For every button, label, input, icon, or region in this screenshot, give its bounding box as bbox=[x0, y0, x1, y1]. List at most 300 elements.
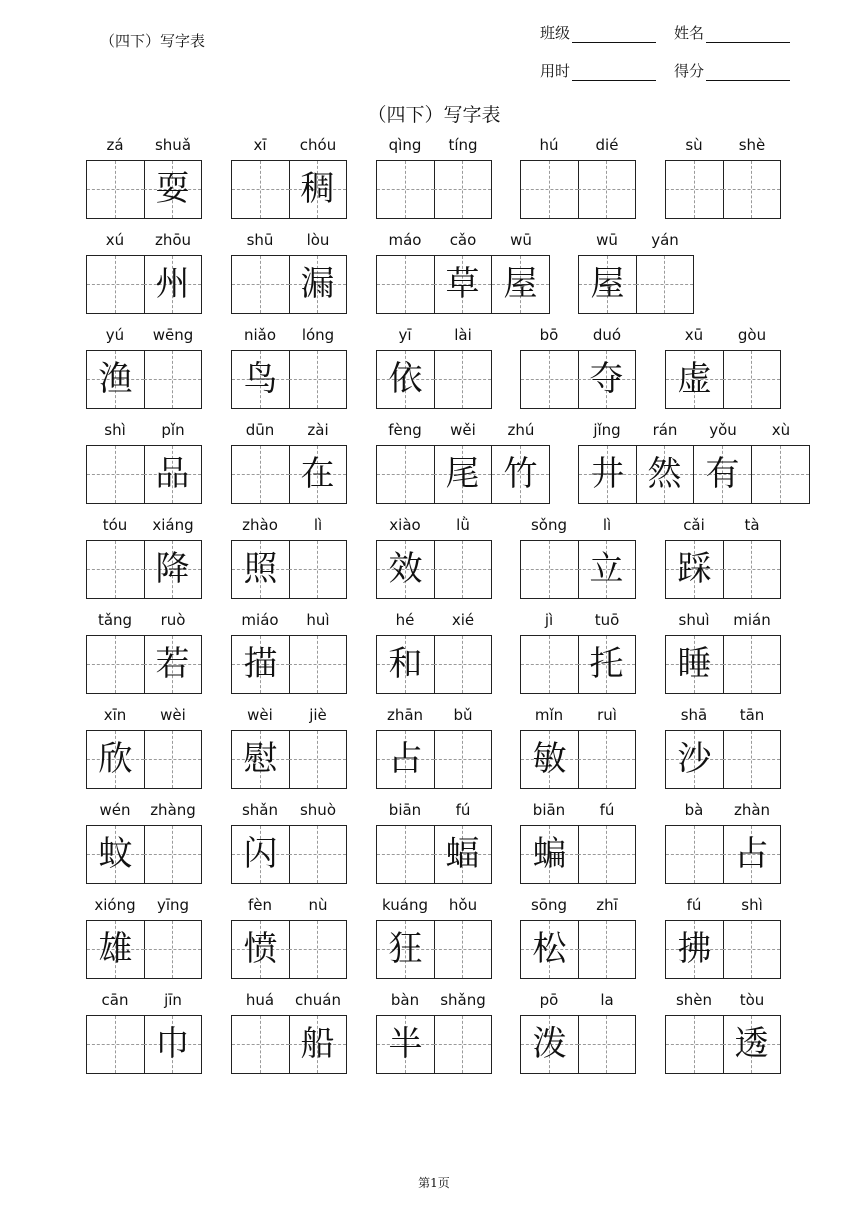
hanzi-character: 效 bbox=[388, 549, 423, 589]
pinyin-label: shǎn bbox=[241, 801, 279, 819]
tian-grid-box[interactable] bbox=[86, 255, 145, 314]
grid-row bbox=[0, 895, 868, 975]
pinyin-label: yú bbox=[105, 326, 125, 344]
pinyin-label: bǔ bbox=[453, 706, 473, 724]
guide-line-horizontal bbox=[578, 189, 635, 190]
pinyin-label: fèng bbox=[388, 421, 422, 439]
hanzi-character: 屋 bbox=[590, 264, 625, 304]
guide-line-horizontal bbox=[723, 379, 780, 380]
hanzi-character: 夺 bbox=[589, 359, 624, 399]
pinyin-label: yī bbox=[398, 326, 412, 344]
score-field bbox=[674, 60, 790, 81]
pinyin-label: bà bbox=[684, 801, 704, 819]
guide-line-horizontal bbox=[434, 949, 491, 950]
guide-line-horizontal bbox=[723, 949, 780, 950]
pinyin-label: wěi bbox=[450, 421, 476, 439]
tian-grid-box[interactable] bbox=[231, 825, 290, 884]
tian-grid-box[interactable] bbox=[434, 920, 492, 979]
pinyin-label: xù bbox=[771, 421, 791, 439]
hanzi-character: 闪 bbox=[243, 834, 278, 874]
pinyin-label: biān bbox=[388, 801, 422, 819]
guide-line-horizontal bbox=[289, 379, 346, 380]
hanzi-character: 占 bbox=[388, 739, 423, 779]
guide-line-horizontal bbox=[87, 1044, 144, 1045]
guide-line-horizontal bbox=[723, 569, 780, 570]
hanzi-character: 欣 bbox=[98, 739, 133, 779]
tian-grid-box[interactable] bbox=[289, 825, 347, 884]
tian-grid-box[interactable] bbox=[144, 445, 202, 504]
tian-grid-box[interactable] bbox=[231, 920, 290, 979]
hanzi-character: 降 bbox=[155, 549, 190, 589]
tian-grid-box[interactable] bbox=[144, 540, 202, 599]
hanzi-character: 愤 bbox=[243, 929, 278, 969]
class-input-line[interactable] bbox=[572, 28, 656, 43]
guide-line-horizontal bbox=[232, 284, 289, 285]
guide-line-horizontal bbox=[434, 759, 491, 760]
pinyin-label: chuán bbox=[295, 991, 341, 1009]
pinyin-label: tòu bbox=[739, 991, 765, 1009]
pinyin-label: lòu bbox=[306, 231, 330, 249]
guide-line-horizontal bbox=[144, 949, 201, 950]
pinyin-label: wū bbox=[510, 231, 532, 249]
guide-line-horizontal bbox=[666, 1044, 723, 1045]
tian-grid-box[interactable] bbox=[376, 730, 435, 789]
pinyin-label: dié bbox=[595, 136, 619, 154]
pinyin-label: xīn bbox=[103, 706, 127, 724]
guide-line-horizontal bbox=[434, 664, 491, 665]
tian-grid-box[interactable] bbox=[665, 540, 724, 599]
pinyin-label: jǐng bbox=[593, 421, 621, 439]
pinyin-label: niǎo bbox=[243, 326, 277, 344]
tian-grid-box[interactable] bbox=[434, 635, 492, 694]
grid-row bbox=[0, 515, 868, 595]
pinyin-label: chóu bbox=[299, 136, 337, 154]
guide-line-horizontal bbox=[434, 1044, 491, 1045]
tian-grid-box[interactable] bbox=[289, 540, 347, 599]
guide-line-horizontal bbox=[578, 1044, 635, 1045]
pinyin-label: tíng bbox=[448, 136, 478, 154]
pinyin-label: xiáng bbox=[152, 516, 194, 534]
grid-row bbox=[0, 610, 868, 690]
tian-grid-box[interactable] bbox=[289, 350, 347, 409]
tian-grid-box[interactable] bbox=[636, 255, 694, 314]
hanzi-character: 有 bbox=[705, 454, 740, 494]
tian-grid-box[interactable] bbox=[434, 350, 492, 409]
guide-line-horizontal bbox=[87, 664, 144, 665]
pinyin-label: wén bbox=[99, 801, 131, 819]
tian-grid-box[interactable] bbox=[434, 160, 492, 219]
tian-grid-box[interactable] bbox=[376, 1015, 435, 1074]
guide-line-horizontal bbox=[144, 759, 201, 760]
tian-grid-box[interactable] bbox=[723, 635, 781, 694]
pinyin-label: tān bbox=[739, 706, 765, 724]
pinyin-label: xié bbox=[451, 611, 475, 629]
pinyin-label: shì bbox=[104, 421, 126, 439]
tian-grid-box[interactable] bbox=[578, 350, 636, 409]
pinyin-label: tà bbox=[744, 516, 760, 534]
tian-grid-box[interactable] bbox=[144, 920, 202, 979]
guide-line-horizontal bbox=[377, 854, 434, 855]
hanzi-character: 占 bbox=[734, 834, 769, 874]
hanzi-character: 狂 bbox=[388, 929, 423, 969]
pinyin-label: fú bbox=[455, 801, 471, 819]
class-label: 班级 bbox=[540, 24, 571, 42]
guide-line-horizontal bbox=[636, 284, 693, 285]
tian-grid-box[interactable] bbox=[231, 445, 290, 504]
hanzi-character: 草 bbox=[445, 264, 480, 304]
tian-grid-box[interactable] bbox=[144, 635, 202, 694]
tian-grid-box[interactable] bbox=[492, 445, 550, 504]
tian-grid-box[interactable] bbox=[86, 540, 145, 599]
tian-grid-box[interactable] bbox=[665, 350, 724, 409]
guide-line-horizontal bbox=[578, 854, 635, 855]
pinyin-label: biān bbox=[532, 801, 566, 819]
pinyin-label: ruò bbox=[160, 611, 186, 629]
pinyin-label: lài bbox=[454, 326, 472, 344]
tian-grid-box[interactable] bbox=[665, 825, 724, 884]
tian-grid-box[interactable] bbox=[289, 255, 347, 314]
tian-grid-box[interactable] bbox=[376, 540, 435, 599]
hanzi-character: 敏 bbox=[532, 739, 567, 779]
guide-line-horizontal bbox=[434, 569, 491, 570]
tian-grid-box[interactable] bbox=[434, 255, 492, 314]
guide-line-horizontal bbox=[434, 189, 491, 190]
tian-grid-box[interactable] bbox=[665, 920, 724, 979]
tian-grid-box[interactable] bbox=[231, 350, 290, 409]
hanzi-character: 鸟 bbox=[243, 359, 278, 399]
guide-line-horizontal bbox=[752, 474, 809, 475]
tian-grid-box[interactable] bbox=[376, 350, 435, 409]
grid-row bbox=[0, 325, 868, 405]
tian-grid-box[interactable] bbox=[578, 445, 637, 504]
hanzi-character: 松 bbox=[532, 929, 567, 969]
tian-grid-box[interactable] bbox=[578, 635, 636, 694]
pinyin-label: bō bbox=[539, 326, 559, 344]
pinyin-label: xióng bbox=[94, 896, 136, 914]
pinyin-label: nù bbox=[308, 896, 328, 914]
tian-grid-box[interactable] bbox=[578, 1015, 636, 1074]
pinyin-label: wēng bbox=[152, 326, 194, 344]
tian-grid-box[interactable] bbox=[578, 730, 636, 789]
guide-line-horizontal bbox=[289, 569, 346, 570]
tian-grid-box[interactable] bbox=[231, 160, 290, 219]
name-input-line[interactable] bbox=[706, 28, 790, 43]
guide-line-horizontal bbox=[87, 284, 144, 285]
pinyin-label: zá bbox=[106, 136, 124, 154]
pinyin-label: miáo bbox=[241, 611, 279, 629]
pinyin-label: lì bbox=[313, 516, 323, 534]
guide-line-horizontal bbox=[289, 949, 346, 950]
pinyin-label: jīn bbox=[164, 991, 182, 1009]
tian-grid-box[interactable] bbox=[86, 445, 145, 504]
guide-line-horizontal bbox=[232, 474, 289, 475]
page-title: （四下）写字表 bbox=[367, 104, 501, 126]
hanzi-character: 竹 bbox=[503, 454, 538, 494]
pinyin-label: tóu bbox=[102, 516, 128, 534]
pinyin-label: rán bbox=[652, 421, 678, 439]
header-title: （四下）写字表 bbox=[100, 32, 206, 50]
tian-grid-box[interactable] bbox=[376, 160, 435, 219]
tian-grid-box[interactable] bbox=[434, 540, 492, 599]
pinyin-label: lǜ bbox=[456, 516, 470, 534]
tian-grid-box[interactable] bbox=[231, 730, 290, 789]
tian-grid-box[interactable] bbox=[144, 255, 202, 314]
pinyin-label: huì bbox=[306, 611, 330, 629]
score-input-line[interactable] bbox=[706, 66, 790, 81]
hanzi-character: 船 bbox=[300, 1024, 335, 1064]
pinyin-label: ruì bbox=[597, 706, 617, 724]
hanzi-character: 蝠 bbox=[445, 834, 480, 874]
pinyin-label: shǎng bbox=[440, 991, 486, 1009]
score-label: 得分 bbox=[674, 62, 705, 80]
tian-grid-box[interactable] bbox=[289, 445, 347, 504]
hanzi-character: 州 bbox=[155, 264, 190, 304]
pinyin-label: tuō bbox=[594, 611, 620, 629]
hanzi-character: 睡 bbox=[677, 644, 712, 684]
pinyin-label: yǒu bbox=[709, 421, 737, 439]
pinyin-label: fú bbox=[686, 896, 702, 914]
pinyin-label: yīng bbox=[156, 896, 190, 914]
guide-line-horizontal bbox=[87, 474, 144, 475]
tian-grid-box[interactable] bbox=[723, 350, 781, 409]
tian-grid-box[interactable] bbox=[376, 445, 435, 504]
pinyin-label: wèi bbox=[160, 706, 186, 724]
hanzi-character: 沙 bbox=[677, 739, 712, 779]
tian-grid-box[interactable] bbox=[86, 635, 145, 694]
pinyin-label: xī bbox=[253, 136, 267, 154]
tian-grid-box[interactable] bbox=[434, 825, 492, 884]
name-label: 姓名 bbox=[674, 24, 705, 42]
tian-grid-box[interactable] bbox=[665, 160, 724, 219]
hanzi-character: 然 bbox=[647, 454, 682, 494]
name-field bbox=[674, 22, 790, 43]
pinyin-label: xiào bbox=[389, 516, 421, 534]
pinyin-label: mǐn bbox=[534, 706, 564, 724]
pinyin-label: gòu bbox=[737, 326, 767, 344]
tian-grid-box[interactable] bbox=[289, 920, 347, 979]
pinyin-label: duó bbox=[592, 326, 622, 344]
grid-row bbox=[0, 230, 868, 310]
pinyin-label: shuì bbox=[678, 611, 710, 629]
tian-grid-box[interactable] bbox=[578, 540, 636, 599]
pinyin-label: bàn bbox=[390, 991, 420, 1009]
tian-grid-box[interactable] bbox=[723, 1015, 781, 1074]
pinyin-label: sǒng bbox=[530, 516, 568, 534]
tian-grid-box[interactable] bbox=[520, 350, 579, 409]
guide-line-horizontal bbox=[377, 189, 434, 190]
pinyin-label: sù bbox=[685, 136, 703, 154]
guide-line-horizontal bbox=[144, 379, 201, 380]
hanzi-character: 漏 bbox=[300, 264, 335, 304]
hanzi-character: 品 bbox=[155, 454, 190, 494]
pinyin-label: hé bbox=[395, 611, 415, 629]
pinyin-label: sōng bbox=[530, 896, 568, 914]
guide-line-horizontal bbox=[666, 854, 723, 855]
pinyin-label: wèi bbox=[247, 706, 273, 724]
pinyin-label: cǎo bbox=[449, 231, 477, 249]
tian-grid-box[interactable] bbox=[723, 920, 781, 979]
tian-grid-box[interactable] bbox=[520, 920, 579, 979]
tian-grid-box[interactable] bbox=[144, 730, 202, 789]
hanzi-character: 半 bbox=[388, 1024, 423, 1064]
tian-grid-box[interactable] bbox=[723, 540, 781, 599]
pinyin-label: jiè bbox=[309, 706, 327, 724]
guide-line-horizontal bbox=[289, 854, 346, 855]
pinyin-label: pǐn bbox=[161, 421, 185, 439]
pinyin-label: la bbox=[600, 991, 614, 1009]
hanzi-character: 尾 bbox=[445, 454, 480, 494]
tian-grid-box[interactable] bbox=[231, 540, 290, 599]
tian-grid-box[interactable] bbox=[694, 445, 752, 504]
pinyin-label: fèn bbox=[247, 896, 273, 914]
tian-grid-box[interactable] bbox=[231, 635, 290, 694]
hanzi-character: 井 bbox=[590, 454, 625, 494]
tian-grid-box[interactable] bbox=[665, 635, 724, 694]
tian-grid-box[interactable] bbox=[231, 255, 290, 314]
pinyin-label: zhàng bbox=[150, 801, 196, 819]
guide-line-horizontal bbox=[232, 1044, 289, 1045]
tian-grid-box[interactable] bbox=[144, 160, 202, 219]
tian-grid-box[interactable] bbox=[520, 160, 579, 219]
hanzi-character: 蚊 bbox=[98, 834, 133, 874]
pinyin-label: hǒu bbox=[448, 896, 478, 914]
tian-grid-box[interactable] bbox=[289, 1015, 347, 1074]
pinyin-label: zhōu bbox=[154, 231, 192, 249]
tian-grid-box[interactable] bbox=[520, 730, 579, 789]
tian-grid-box[interactable] bbox=[86, 1015, 145, 1074]
tian-grid-box[interactable] bbox=[144, 825, 202, 884]
guide-line-horizontal bbox=[521, 664, 578, 665]
tian-grid-box[interactable] bbox=[86, 825, 145, 884]
pinyin-label: dūn bbox=[245, 421, 275, 439]
grid-row bbox=[0, 705, 868, 785]
pinyin-label: shā bbox=[680, 706, 708, 724]
grid-row bbox=[0, 990, 868, 1070]
tian-grid-box[interactable] bbox=[578, 825, 636, 884]
tian-grid-box[interactable] bbox=[376, 920, 435, 979]
tian-grid-box[interactable] bbox=[289, 730, 347, 789]
tian-grid-box[interactable] bbox=[86, 160, 145, 219]
pinyin-label: zhú bbox=[507, 421, 535, 439]
tian-grid-box[interactable] bbox=[578, 920, 636, 979]
tian-grid-box[interactable] bbox=[665, 1015, 724, 1074]
pinyin-label: shuǎ bbox=[154, 136, 192, 154]
pinyin-label: cǎi bbox=[683, 516, 705, 534]
tian-grid-box[interactable] bbox=[289, 160, 347, 219]
guide-line-horizontal bbox=[723, 664, 780, 665]
tian-grid-box[interactable] bbox=[723, 160, 781, 219]
pinyin-label: cān bbox=[101, 991, 129, 1009]
tian-grid-box[interactable] bbox=[578, 160, 636, 219]
tian-grid-box[interactable] bbox=[86, 730, 145, 789]
pinyin-label: jì bbox=[544, 611, 554, 629]
hanzi-character: 照 bbox=[243, 549, 278, 589]
pinyin-label: zài bbox=[307, 421, 329, 439]
time-label: 用时 bbox=[540, 62, 571, 80]
tian-grid-box[interactable] bbox=[723, 825, 781, 884]
hanzi-character: 慰 bbox=[243, 739, 278, 779]
guide-line-horizontal bbox=[232, 189, 289, 190]
tian-grid-box[interactable] bbox=[520, 1015, 579, 1074]
hanzi-character: 巾 bbox=[155, 1024, 190, 1064]
hanzi-character: 虚 bbox=[677, 359, 712, 399]
hanzi-character: 透 bbox=[734, 1024, 769, 1064]
pinyin-label: shū bbox=[246, 231, 274, 249]
pinyin-label: hú bbox=[539, 136, 559, 154]
tian-grid-box[interactable] bbox=[434, 1015, 492, 1074]
guide-line-horizontal bbox=[87, 189, 144, 190]
grid-row bbox=[0, 135, 868, 215]
tian-grid-box[interactable] bbox=[231, 1015, 290, 1074]
pinyin-label: shèn bbox=[675, 991, 713, 1009]
hanzi-character: 和 bbox=[388, 644, 423, 684]
tian-grid-box[interactable] bbox=[492, 255, 550, 314]
guide-line-horizontal bbox=[521, 189, 578, 190]
tian-grid-box[interactable] bbox=[520, 540, 579, 599]
time-field bbox=[540, 60, 656, 81]
hanzi-character: 蝙 bbox=[532, 834, 567, 874]
pinyin-label: shè bbox=[738, 136, 766, 154]
guide-line-horizontal bbox=[723, 759, 780, 760]
time-input-line[interactable] bbox=[572, 66, 656, 81]
guide-line-horizontal bbox=[578, 759, 635, 760]
tian-grid-box[interactable] bbox=[434, 445, 492, 504]
tian-grid-box[interactable] bbox=[144, 350, 202, 409]
guide-line-horizontal bbox=[144, 854, 201, 855]
guide-line-horizontal bbox=[521, 569, 578, 570]
tian-grid-box[interactable] bbox=[636, 445, 694, 504]
hanzi-character: 耍 bbox=[155, 169, 190, 209]
guide-line-horizontal bbox=[434, 379, 491, 380]
hanzi-character: 稠 bbox=[300, 169, 335, 209]
hanzi-character: 立 bbox=[589, 549, 624, 589]
pinyin-label: zhān bbox=[386, 706, 424, 724]
pinyin-label: wū bbox=[596, 231, 618, 249]
tian-grid-box[interactable] bbox=[578, 255, 637, 314]
tian-grid-box[interactable] bbox=[520, 635, 579, 694]
pinyin-label: zhào bbox=[242, 516, 278, 534]
hanzi-character: 拂 bbox=[677, 929, 712, 969]
pinyin-label: lóng bbox=[301, 326, 335, 344]
tian-grid-box[interactable] bbox=[376, 255, 435, 314]
pinyin-label: fú bbox=[599, 801, 615, 819]
pinyin-label: yán bbox=[651, 231, 679, 249]
tian-grid-box[interactable] bbox=[144, 1015, 202, 1074]
tian-grid-box[interactable] bbox=[376, 825, 435, 884]
hanzi-character: 踩 bbox=[677, 549, 712, 589]
tian-grid-box[interactable] bbox=[289, 635, 347, 694]
pinyin-label: qìng bbox=[388, 136, 422, 154]
tian-grid-box[interactable] bbox=[86, 920, 145, 979]
pinyin-label: mián bbox=[733, 611, 771, 629]
tian-grid-box[interactable] bbox=[752, 445, 810, 504]
tian-grid-box[interactable] bbox=[723, 730, 781, 789]
tian-grid-box[interactable] bbox=[665, 730, 724, 789]
pinyin-label: lì bbox=[602, 516, 612, 534]
guide-line-horizontal bbox=[521, 379, 578, 380]
tian-grid-box[interactable] bbox=[376, 635, 435, 694]
tian-grid-box[interactable] bbox=[86, 350, 145, 409]
tian-grid-box[interactable] bbox=[434, 730, 492, 789]
guide-line-horizontal bbox=[377, 474, 434, 475]
hanzi-character: 若 bbox=[155, 644, 190, 684]
hanzi-character: 渔 bbox=[98, 359, 133, 399]
pinyin-label: huá bbox=[245, 991, 275, 1009]
guide-line-horizontal bbox=[377, 284, 434, 285]
pinyin-label: kuáng bbox=[382, 896, 428, 914]
tian-grid-box[interactable] bbox=[520, 825, 579, 884]
grid-row bbox=[0, 420, 868, 500]
